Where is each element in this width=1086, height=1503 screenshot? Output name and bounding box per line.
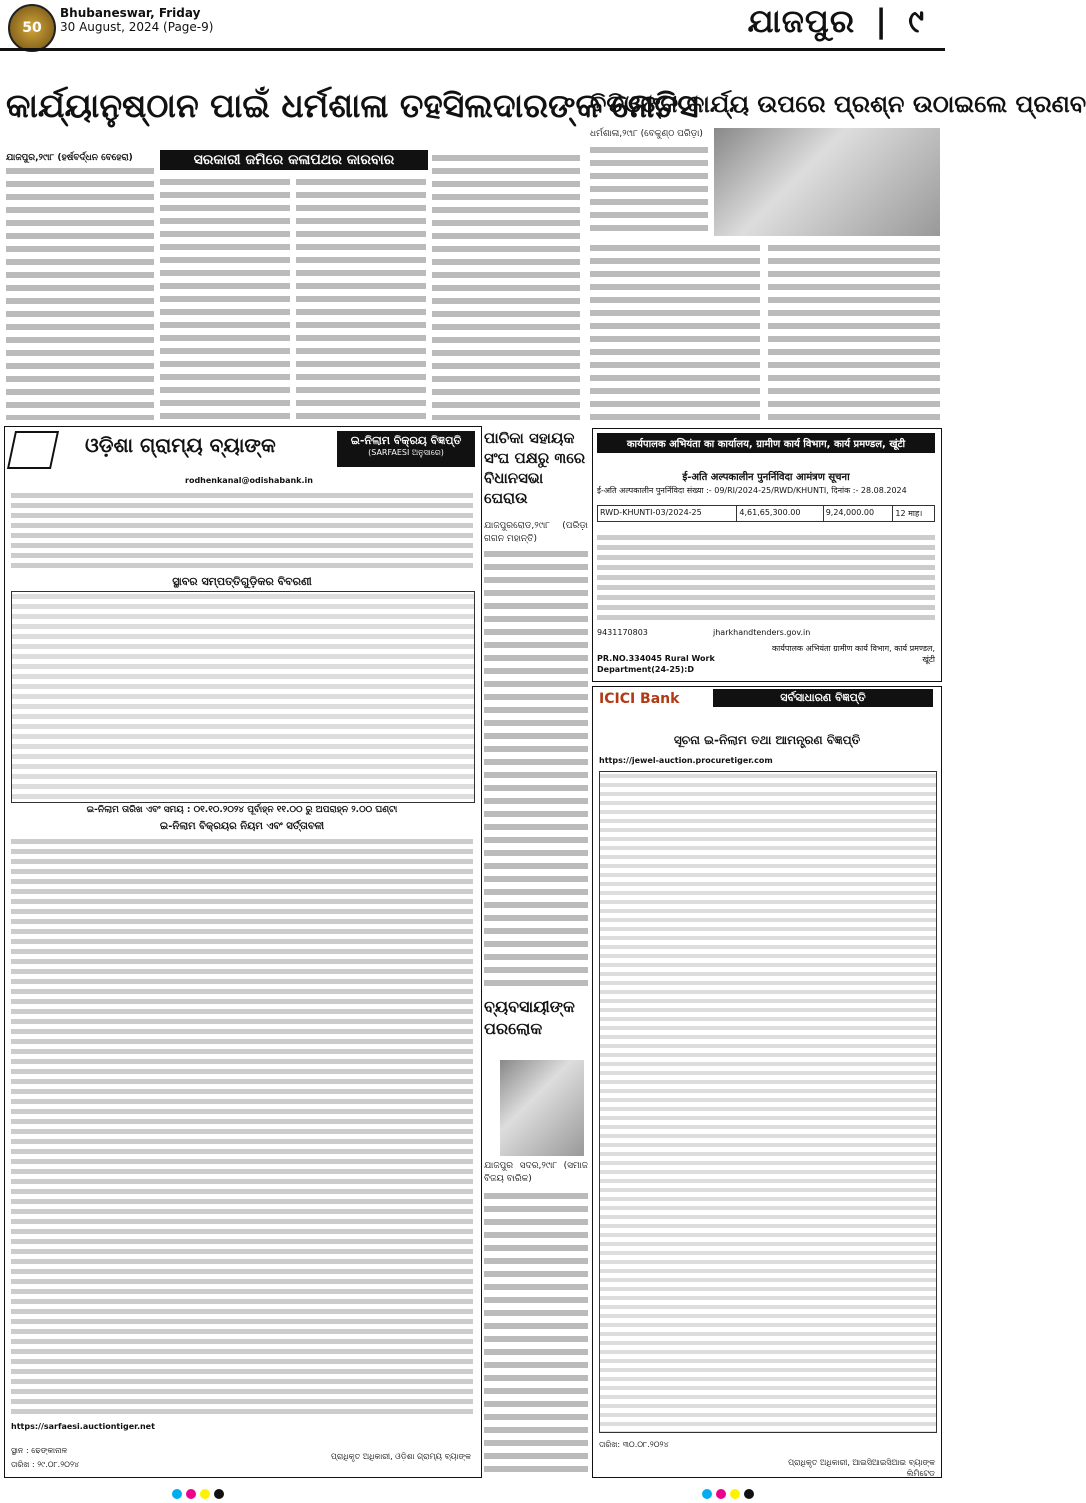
side-dateline: ଧର୍ମଶାଳା,୨୯ା୮ (ବେକୁଣ୍ଠ ପରିଡ଼ା) — [590, 129, 703, 139]
tender-pr-no: PR.NO.334045 Rural Work Department(24-25):D — [597, 654, 715, 674]
side-col-1a — [590, 144, 708, 238]
side-col-1 — [590, 242, 760, 424]
lead-col-4 — [432, 152, 580, 420]
dateline — [60, 6, 213, 34]
terms-text — [11, 837, 473, 1417]
obituary-caption: ଯାଜପୁର ସଦର,୨୯ା୮ (ସମାଜ ବିଜୟ ବାରିକ) — [484, 1161, 588, 1184]
lead-col-1 — [6, 152, 154, 422]
ad-signatory: ପ୍ରାଧିକୃତ ଅଧିକାରୀ, ଓଡ଼ିଶା ଗ୍ରାମ୍ୟ ବ୍ୟାଙ୍କ — [330, 1452, 471, 1461]
masthead — [0, 0, 945, 48]
icici-signatory: ପ୍ରାଧିକୃତ ଅଧିକାରୀ, ଆଇସିଆଇସିଆଇ ବ୍ୟାଙ୍କ ଲିମିଟେଡ଼ — [788, 1458, 935, 1478]
tender-phone: 9431170803 — [597, 628, 648, 637]
lead-subhead: ସରକାରୀ ଜମିରେ କଳାପଥର କାରବାର — [160, 150, 428, 170]
tender-emd: 9,24,000.00 — [823, 506, 893, 522]
registration-marks-left — [170, 1484, 226, 1503]
registration-marks-right — [700, 1484, 756, 1503]
tender-notice — [592, 428, 942, 682]
bank-email: rodhenkanal@odishabank.in — [185, 476, 313, 485]
bank-intro-text — [11, 491, 473, 571]
tender-title: ई-अति अल्पकालीन पुनर्निविदा आमंत्रण सूचना — [682, 472, 850, 483]
lead-headline: କାର୍ଯ୍ୟାନୁଷ୍ଠାନ ପାଇଁ ଧର୍ମଶାଳା ତହସିଲଦାରଙ୍କ ନୋଟିସ — [6, 86, 699, 125]
bank-ad — [4, 426, 482, 1478]
page-district: ଯାଜପୁର — [747, 2, 856, 40]
auction-badge — [337, 431, 475, 467]
page-title: ଯାଜପୁର | ୯ — [747, 2, 925, 40]
tender-ref: ई-अति अल्पकालीन पुनर्निविदा संख्या :- 09/RI/2024-25/RWD/KHUNTI, दिनांक :- 28.08.2024 — [597, 486, 907, 495]
terms-header: ଇ-ନିଲାମ ବିକ୍ରୟର ନିୟମ ଏବଂ ସର୍ତ୍ତାବଳୀ — [159, 821, 325, 832]
bank-name: ଓଡ଼ିଶା ଗ୍ରାମ୍ୟ ବ୍ୟାଙ୍କ — [85, 433, 276, 457]
anniversary-logo — [8, 4, 56, 52]
middle-story2-headline: ବ୍ୟବସାୟୀଙ୍କ ପରଲୋକ — [484, 997, 575, 1038]
ad-date: ତାରିଖ : ୨୯.୦୮.୨୦୨୪ — [11, 1460, 80, 1469]
side-col-2 — [768, 242, 940, 424]
tender-work-id: RWD-KHUNTI-03/2024-25 — [598, 506, 737, 522]
ad-place: ସ୍ଥାନ : ଢେଙ୍କାନାଳ — [11, 1446, 68, 1455]
property-table — [11, 591, 475, 803]
notice-type: ଇ-ନିଲାମ ବିକ୍ରୟ ବିଜ୍ଞପ୍ତି — [350, 434, 462, 447]
middle-story1-dateline: ଯାଜପୁରରୋଡ,୨୯ା୮ (ପରିଡ଼ା ଗଗନ ମହାନ୍ତି) — [484, 521, 588, 544]
side-headline: ବିଡିଓଙ୍କ କାର୍ଯ୍ୟ ଉପରେ ପ୍ରଶ୍ନ ଉଠାଇଲେ ପ୍ରଣବ — [590, 90, 1086, 118]
print-registration-bar — [0, 1482, 945, 1498]
side-story-photo — [714, 128, 940, 236]
icici-bank-name: ICICI Bank — [599, 691, 680, 707]
logo-number: 50 — [22, 20, 42, 36]
terms-website: https://sarfaesi.auctiontiger.net — [11, 1422, 155, 1431]
icici-website: https://jewel-auction.procuretiger.com — [599, 756, 773, 765]
icici-header: ସର୍ବସାଧାରଣ ବିଜ୍ଞପ୍ତି — [713, 689, 933, 707]
tender-body — [597, 533, 935, 623]
lead-col-3 — [296, 176, 426, 420]
dateline-city: Bhubaneswar, Friday — [60, 6, 201, 20]
tender-signatory: कार्यपालक अभियंता ग्रामीण कार्य विभाग, कार्य प्रमण्डल, खूंटी — [772, 644, 935, 664]
tender-office: कार्यपालक अभियंता का कार्यालय, ग्रामीण कार्य विभाग, कार्य प्रमण्डल, खूंटी — [597, 433, 935, 453]
lead-col-2 — [160, 176, 290, 420]
middle-story1-body — [484, 548, 588, 988]
icici-title: ସୂଚନା ଇ-ନିଲାମ ତଥା ଆମନ୍ତ୍ରଣ ବିଜ୍ଞପ୍ତି — [673, 733, 861, 747]
masthead-rule — [0, 48, 945, 51]
property-header: ସ୍ଥାବର ସମ୍ପତ୍ତିଗୁଡ଼ିକର ବିବରଣୀ — [172, 575, 312, 588]
tender-table — [597, 505, 935, 522]
bank-logo-icon — [7, 431, 59, 469]
middle-story1-headline: ପାଚିକା ସହାୟକ ସଂଘ ପକ୍ଷରୁ ୩ରେ ବିଧାନସଭା ଘେରାଉ — [484, 429, 586, 507]
icici-branch-table — [599, 771, 937, 1433]
auction-line: ଇ-ନିଲାମ ତାରିଖ ଏବଂ ସମୟ : ୦୧.୧୦.୨୦୨୪ ପୂର୍ବାହ୍ନ ୧୧.୦୦ ରୁ ଅପରାହ୍ନ ୨.୦୦ ଘଣ୍ଟା — [86, 805, 398, 815]
obituary-photo — [500, 1060, 584, 1156]
icici-ad — [592, 686, 942, 1478]
dateline-date: 30 August, 2024 (Page-9) — [60, 20, 214, 34]
tender-duration: 12 माह। — [893, 506, 935, 522]
icici-date: ତାରିଖ: ୩୦.୦୮.୨୦୨୪ — [599, 1440, 669, 1449]
notice-act: (SARFAESI ଅନୁସାରେ) — [368, 448, 444, 457]
middle-story2-body — [484, 1190, 588, 1476]
lead-dateline: ଯାଜପୁର,୨୯ା୮ (ହର୍ଷବର୍ଦ୍ଧନ ବେହେରା) — [6, 153, 133, 163]
tender-website: jharkhandtenders.gov.in — [713, 628, 811, 637]
page-number: ୯ — [908, 2, 925, 40]
tender-amount: 4,61,65,300.00 — [737, 506, 823, 522]
